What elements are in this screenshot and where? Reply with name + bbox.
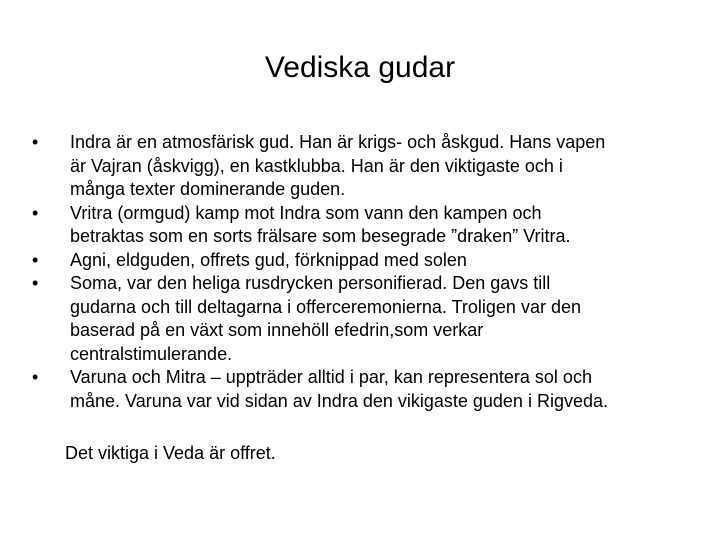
bullet-icon: • [32,367,39,387]
bullet-line: många texter dominerande guden. [70,179,346,199]
bullet-icon: • [32,249,39,270]
bullet-text [70,249,692,273]
bullet-line: Agni, eldguden, offrets gud, förknippad med solen [70,249,467,270]
bullet-text [70,202,692,249]
bullet-item [32,202,692,249]
bullet-item [32,272,692,366]
bullet-text [70,366,692,413]
bullet-text [70,131,692,202]
bullet-line: Soma, var den heliga rusdrycken personifierad. Den gavs till [70,273,551,293]
bullet-line: Varuna och Mitra – uppträder alltid i par, kan representera sol och [70,367,592,387]
bullet-icon: • [32,132,39,152]
bullet-line: Vritra (ormgud) kamp mot Indra som vann den kampen och [70,202,542,223]
bullet-icon: • [32,273,39,293]
bullet-line: baserad på en växt som innehöll efedrin,som verkar [70,320,484,340]
slide-title: Vediska gudar [264,51,456,84]
bullet-line: betraktas som en sorts frälsare som besegrade ”draken” Vritra. [70,226,571,246]
bullet-text [70,272,692,366]
bullet-line: centralstimulerande. [70,343,233,364]
closing-statement: Det viktiga i Veda är offret. [65,443,276,463]
bullet-item [32,366,692,413]
bullet-item [32,249,692,273]
bullet-line: måne. Varuna var vid sidan av Indra den vikigaste guden i Rigveda. [70,390,608,411]
bullet-line: gudarna och till deltagarna i offerceremonierna. Troligen var den [70,296,581,317]
bullet-icon: • [32,202,39,223]
bullet-list [32,131,692,413]
bullet-line: Indra är en atmosfärisk gud. Han är krigs- och åskgud. Hans vapen [70,132,606,152]
bullet-item [32,131,692,202]
bullet-line: är Vajran (åskvigg), en kastklubba. Han är den viktigaste och i [70,155,563,176]
